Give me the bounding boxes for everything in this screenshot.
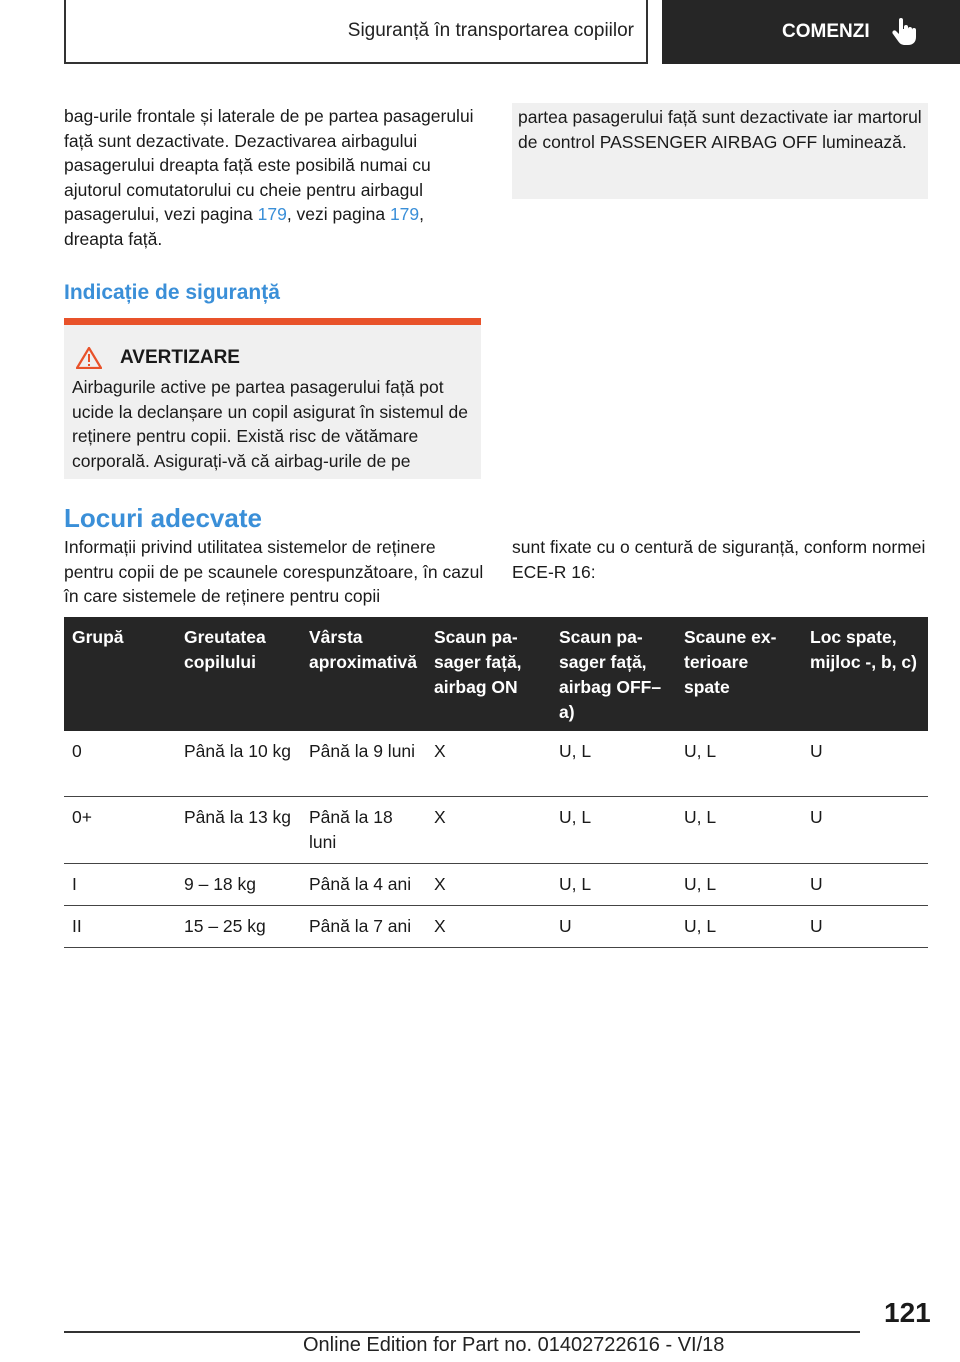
table-header-row (64, 617, 928, 731)
table-header-cell: Scaune exterioare spate (676, 617, 802, 731)
table-cell: 0 (64, 731, 176, 796)
table-row (64, 905, 928, 947)
suitable-seats-text-left (64, 535, 484, 609)
section-title-safety: Indicație de siguranță (64, 281, 280, 304)
table-cell: X (426, 796, 551, 863)
suitable-seats-text-right (512, 535, 928, 584)
table-header-cell: Greutatea copilului (176, 617, 301, 731)
footer-divider (64, 1331, 860, 1333)
suitable-seats-paragraph: sunt fixate cu o centură de siguranță, conform normei ECE-R 16: (512, 537, 926, 582)
table-cell: Până la 4 ani (301, 863, 426, 905)
intro-text-part: bag-urile frontale și laterale de pe partea pasagerului față sunt dezactivate. Dezactivarea airbagului pasagerului dreapta față este posibilă numai cu ajutorul comutatorului cu cheie pentru airbagul pasagerului, vezi pagina (64, 106, 474, 224)
table-row (64, 796, 928, 863)
intro-text-left (64, 104, 480, 251)
table-cell: U, L (676, 796, 802, 863)
table-header-cell: Scaun pasager față, airbag ON (426, 617, 551, 731)
pointing-hand-icon (892, 18, 916, 46)
intro-text-part: , dreapta față. (64, 204, 425, 249)
table-cell: X (426, 731, 551, 796)
footer-edition: Online Edition for Part no. 01402722616 - VI/18 (303, 1334, 725, 1356)
warning-box (64, 318, 481, 479)
table-row (64, 731, 928, 796)
table-cell: 9 – 18 kg (176, 863, 301, 905)
header-tab[interactable] (662, 0, 960, 64)
warning-header (72, 347, 473, 369)
table-cell: Până la 10 kg (176, 731, 301, 796)
warning-triangle-icon (76, 347, 102, 369)
child-seat-table (64, 617, 928, 948)
page-number: 121 (884, 1297, 931, 1328)
table-cell: X (426, 905, 551, 947)
warning-text: Airbagurile active pe partea pasagerului față pot ucide la declanșare un copil asigurat în sistemul de reținere pentru copii. Există risc de vătămare corporală. Asigurați-vă că airbag-urile de pe (72, 377, 468, 471)
table-cell: U, L (676, 863, 802, 905)
continued-warning-box (512, 103, 928, 199)
table-cell: 0+ (64, 796, 176, 863)
continued-warning-text: partea pasagerului față sunt dezactivate iar martorul de control PASSENGER AIRBAG OFF luminează. (518, 107, 922, 152)
table-cell: Până la 9 luni (301, 731, 426, 796)
table-cell: U (802, 905, 928, 947)
table-cell: X (426, 863, 551, 905)
table-cell: U (802, 863, 928, 905)
table-cell: U (802, 731, 928, 796)
table-cell: 15 – 25 kg (176, 905, 301, 947)
table-cell: Până la 7 ani (301, 905, 426, 947)
warning-label: AVERTIZARE (120, 347, 240, 368)
table-cell: U, L (676, 731, 802, 796)
table-cell: U, L (551, 731, 676, 796)
suitable-seats-paragraph: Informații privind utilitatea sistemelor de reținere pentru copii de pe scaunele corespunzătoare, în cazul în care sistemele de reținere pentru copii (64, 537, 484, 606)
intro-text-part: , vezi pagina (286, 204, 390, 224)
table-row (64, 863, 928, 905)
table-cell: U, L (551, 863, 676, 905)
table-cell: I (64, 863, 176, 905)
table-cell: Până la 18 luni (301, 796, 426, 863)
table-header-cell: Vârsta aproximativă (301, 617, 426, 731)
header-section-title (64, 0, 648, 64)
table-header-cell: Grupă (64, 617, 176, 731)
table-header-cell: Loc spate, mijloc -, b, c) (802, 617, 928, 731)
table-cell: Până la 13 kg (176, 796, 301, 863)
page-link[interactable]: 179 (257, 204, 287, 224)
table-cell: U (802, 796, 928, 863)
page-link[interactable]: 179 (389, 204, 420, 224)
header-tab-label: COMENZI (782, 21, 870, 42)
table-cell: U, L (676, 905, 802, 947)
section-title-suitable-seats: Locuri adecvate (64, 503, 262, 533)
table-cell: U (551, 905, 676, 947)
table-cell: U, L (551, 796, 676, 863)
table-header-cell: Scaun pasager față, airbag OFF– a) (551, 617, 676, 731)
table-cell: II (64, 905, 176, 947)
header-title-text: Siguranță în transportarea copiilor (347, 20, 634, 41)
